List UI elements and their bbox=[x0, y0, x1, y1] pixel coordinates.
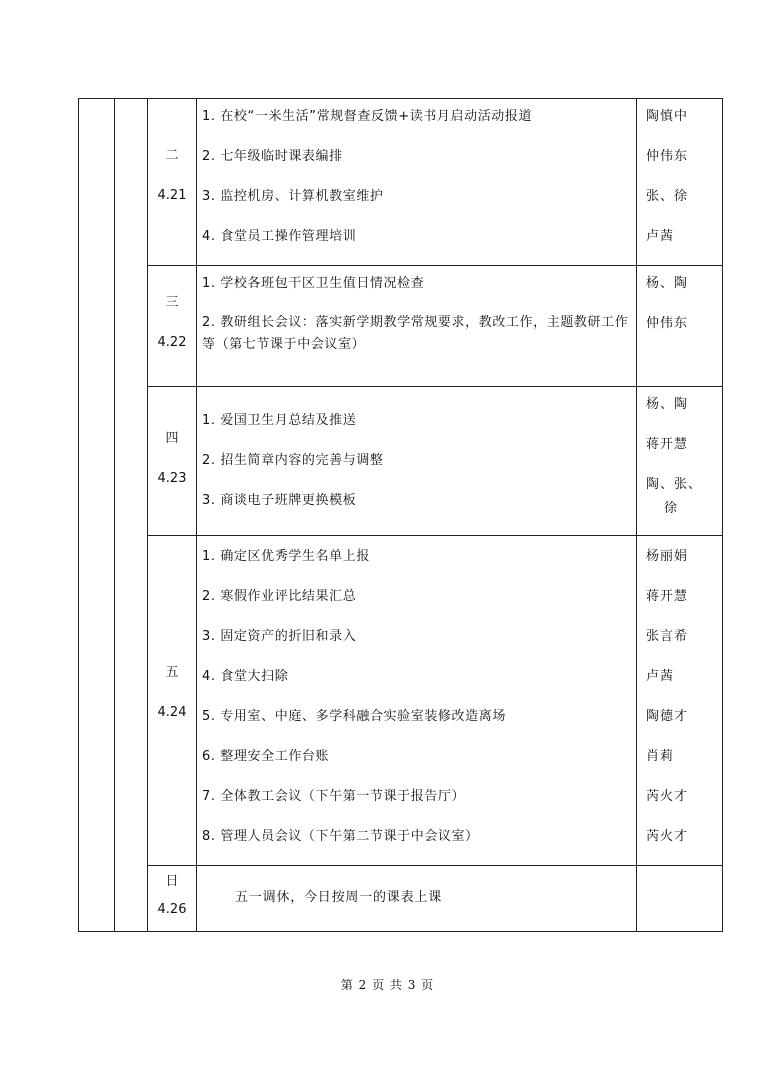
task-item: 1. 爱国卫生月总结及推送 bbox=[202, 413, 357, 428]
responsible-person: 仲伟东 bbox=[646, 316, 689, 331]
blank-column-1 bbox=[79, 99, 115, 932]
schedule-row-sun bbox=[79, 866, 723, 932]
schedule-row-wed bbox=[79, 266, 723, 387]
day-cell bbox=[148, 536, 197, 866]
responsible-cell bbox=[637, 387, 723, 536]
task-item: 2. 招生简章内容的完善与调整 bbox=[202, 453, 384, 468]
responsible-person: 杨、陶 bbox=[646, 276, 689, 291]
task-item: 2. 教研组长会议：落实新学期教学常规要求，教改工作，主题教研工作等（第七节课于中会议室） bbox=[202, 315, 629, 352]
day-weekday: 日 bbox=[165, 874, 179, 889]
schedule-row-thu bbox=[79, 387, 723, 536]
tasks-cell bbox=[197, 866, 637, 932]
adjusted-schedule-note: 五一调休，今日按周一的课表上课 bbox=[235, 890, 443, 905]
day-weekday: 五 bbox=[165, 665, 179, 680]
responsible-person: 芮火才 bbox=[646, 789, 689, 804]
responsible-person: 张言希 bbox=[646, 629, 689, 644]
day-cell bbox=[148, 866, 197, 932]
task-item: 3. 固定资产的折旧和录入 bbox=[202, 629, 357, 644]
task-item: 2. 七年级临时课表编排 bbox=[202, 149, 343, 164]
task-item: 1. 在校“一米生活”常规督查反馈+读书月启动活动报道 bbox=[202, 109, 533, 124]
schedule-row-tue bbox=[79, 99, 723, 266]
day-cell bbox=[148, 387, 197, 536]
responsible-person: 徐 bbox=[664, 501, 679, 516]
responsible-person: 陶慎中 bbox=[646, 109, 689, 124]
day-cell bbox=[148, 266, 197, 387]
task-item: 6. 整理安全工作台账 bbox=[202, 749, 330, 764]
day-date: 4.21 bbox=[157, 188, 187, 203]
schedule-table bbox=[78, 98, 723, 932]
task-item: 3. 监控机房、计算机教室维护 bbox=[202, 189, 384, 204]
responsible-person: 卢茜 bbox=[646, 229, 675, 244]
responsible-person: 杨丽娟 bbox=[646, 549, 689, 564]
day-date: 4.22 bbox=[157, 335, 187, 350]
responsible-cell bbox=[637, 536, 723, 866]
task-item: 7. 全体教工会议（下午第一节课于报告厅） bbox=[202, 789, 466, 804]
tasks-cell bbox=[197, 387, 637, 536]
task-item: 1. 学校各班包干区卫生值日情况检查 bbox=[202, 276, 425, 291]
responsible-cell bbox=[637, 866, 723, 932]
schedule-row-fri bbox=[79, 536, 723, 866]
task-item: 4. 食堂大扫除 bbox=[202, 669, 289, 684]
responsible-person: 张、徐 bbox=[646, 189, 689, 204]
responsible-person: 蒋开慧 bbox=[646, 589, 689, 604]
responsible-person: 陶、张、 bbox=[646, 477, 703, 492]
day-weekday: 四 bbox=[165, 431, 179, 446]
responsible-person: 蒋开慧 bbox=[646, 437, 689, 452]
task-item: 1. 确定区优秀学生名单上报 bbox=[202, 549, 370, 564]
responsible-person: 杨、陶 bbox=[646, 397, 689, 412]
responsible-person: 陶德才 bbox=[646, 709, 689, 724]
day-date: 4.24 bbox=[157, 705, 187, 720]
page-number-footer: 第 2 页 共 3 页 bbox=[340, 978, 435, 992]
responsible-person: 仲伟东 bbox=[646, 149, 689, 164]
tasks-cell bbox=[197, 536, 637, 866]
task-item: 5. 专用室、中庭、多学科融合实验室装修改造离场 bbox=[202, 709, 506, 724]
tasks-cell bbox=[197, 99, 637, 266]
task-item: 3. 商谈电子班牌更换模板 bbox=[202, 493, 357, 508]
day-cell bbox=[148, 99, 197, 266]
task-item: 8. 管理人员会议（下午第二节课于中会议室） bbox=[202, 829, 479, 844]
responsible-cell bbox=[637, 99, 723, 266]
blank-column-2 bbox=[115, 99, 148, 932]
day-date: 4.23 bbox=[157, 471, 187, 486]
tasks-cell bbox=[197, 266, 637, 387]
responsible-person: 肖莉 bbox=[646, 749, 675, 764]
responsible-person: 芮火才 bbox=[646, 829, 689, 844]
task-item: 4. 食堂员工操作管理培训 bbox=[202, 229, 357, 244]
day-weekday: 三 bbox=[165, 295, 179, 310]
responsible-cell bbox=[637, 266, 723, 387]
task-item: 2. 寒假作业评比结果汇总 bbox=[202, 589, 357, 604]
responsible-person: 卢茜 bbox=[646, 669, 675, 684]
day-date: 4.26 bbox=[157, 902, 187, 917]
day-weekday: 二 bbox=[165, 148, 179, 163]
